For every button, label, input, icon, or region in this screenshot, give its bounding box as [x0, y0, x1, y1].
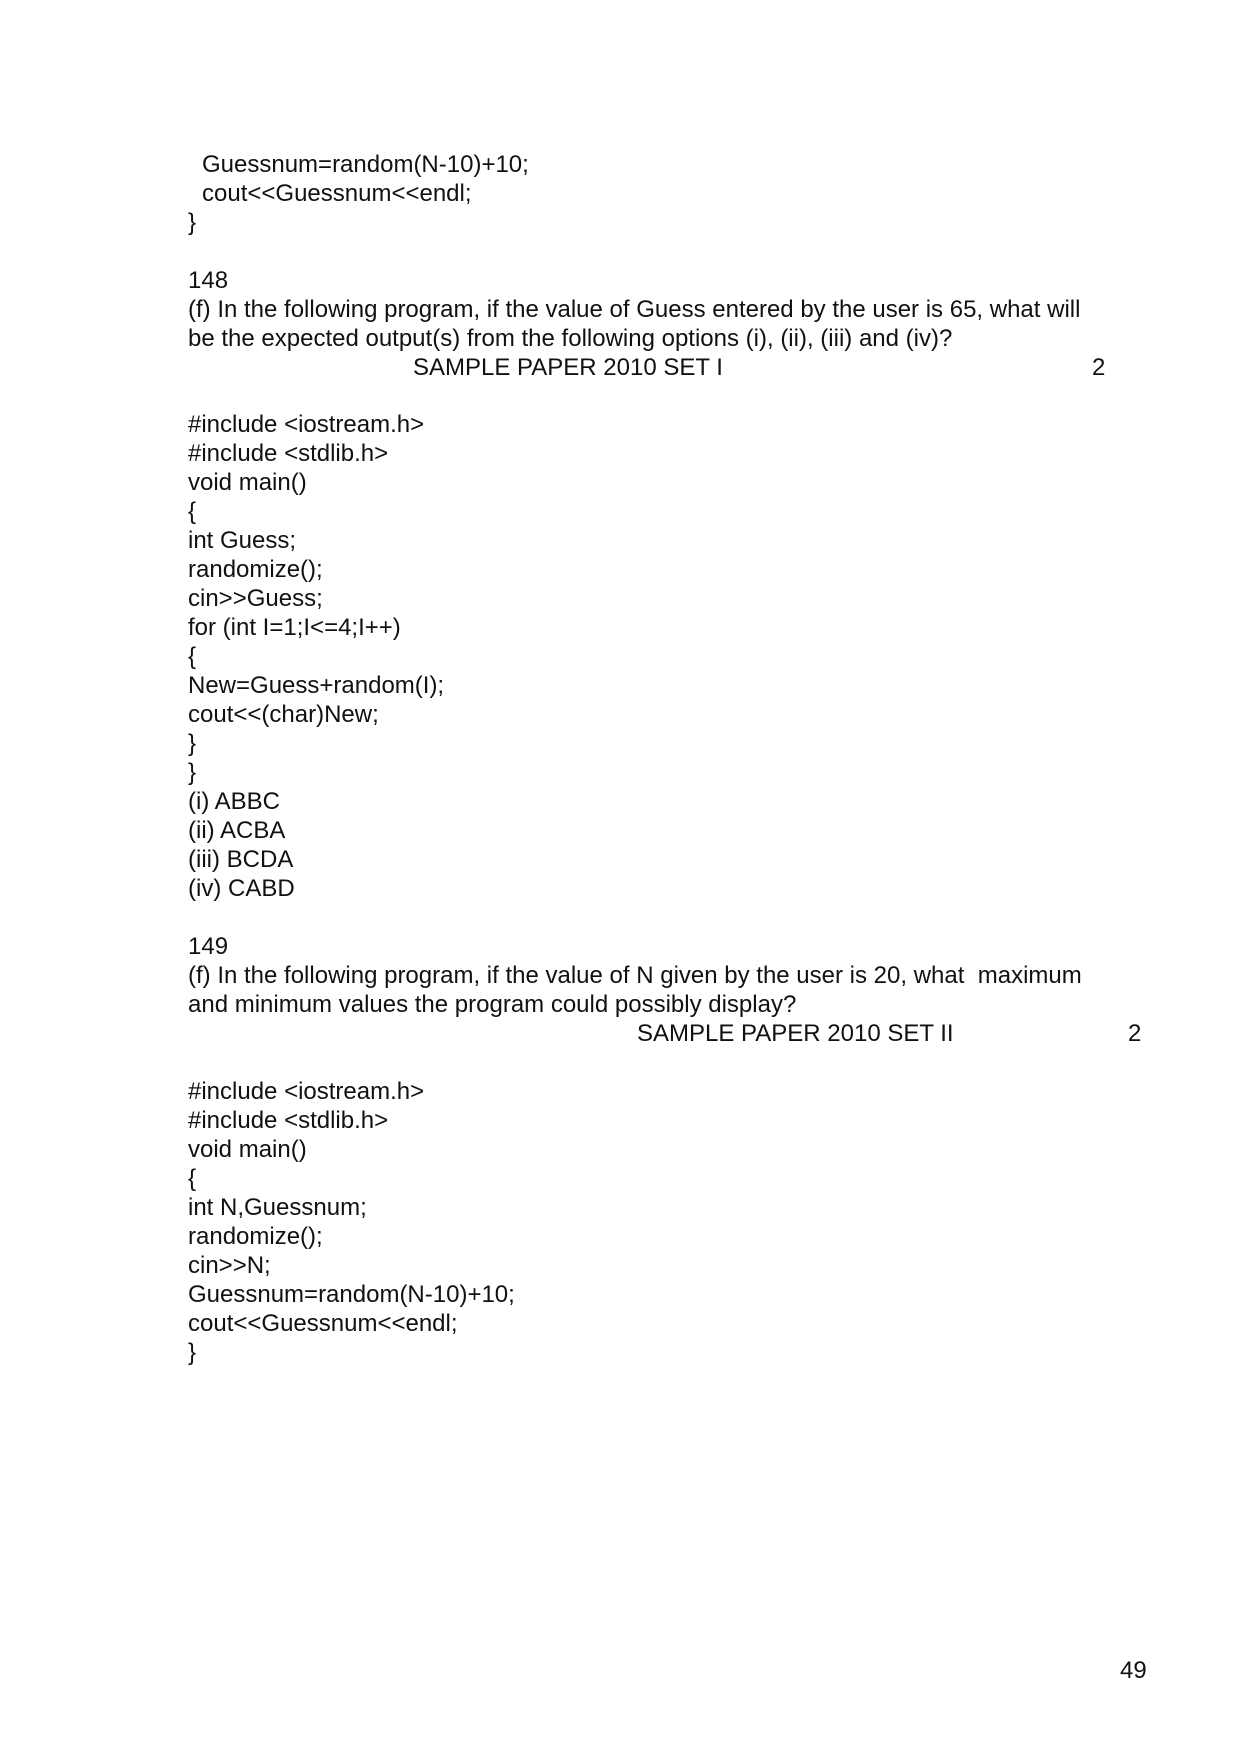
answer-option: (iv) CABD: [188, 875, 295, 902]
question-text: and minimum values the program could possibly display?: [188, 991, 797, 1018]
question-number: 148: [188, 267, 229, 294]
code-line: #include <stdlib.h>: [188, 1107, 389, 1134]
code-line: }: [188, 730, 197, 757]
code-line: Guessnum=random(N-10)+10;: [188, 1281, 515, 1308]
code-line: New=Guess+random(I);: [188, 672, 445, 699]
source-label: SAMPLE PAPER 2010 SET I: [413, 354, 723, 381]
answer-option: (ii) ACBA: [188, 817, 286, 844]
code-line: randomize();: [188, 1223, 323, 1250]
question-number: 149: [188, 933, 229, 960]
code-line: {: [188, 1165, 197, 1192]
code-line: #include <stdlib.h>: [188, 440, 389, 467]
code-line: void main(): [188, 469, 307, 496]
answer-option: (i) ABBC: [188, 788, 281, 815]
code-line: cout<<(char)New;: [188, 701, 379, 728]
top-code-line: cout<<Guessnum<<endl;: [202, 180, 472, 207]
question-text: be the expected output(s) from the following options (i), (ii), (iii) and (iv)?: [188, 325, 953, 352]
question-text: (f) In the following program, if the value of N given by the user is 20, what maximum: [188, 962, 1082, 989]
code-line: {: [188, 643, 197, 670]
code-line: }: [188, 759, 197, 786]
top-code-line: Guessnum=random(N-10)+10;: [202, 151, 529, 178]
code-line: int Guess;: [188, 527, 297, 554]
code-line: void main(): [188, 1136, 307, 1163]
code-line: cout<<Guessnum<<endl;: [188, 1310, 458, 1337]
answer-option: (iii) BCDA: [188, 846, 294, 873]
page-number: 49: [1120, 1657, 1147, 1684]
code-line: int N,Guessnum;: [188, 1194, 367, 1221]
code-line: #include <iostream.h>: [188, 411, 425, 438]
code-line: #include <iostream.h>: [188, 1078, 425, 1105]
top-code-line: }: [188, 209, 197, 236]
question-text: (f) In the following program, if the value of Guess entered by the user is 65, what will: [188, 296, 1081, 323]
marks-label: 2: [1128, 1020, 1142, 1047]
code-line: }: [188, 1339, 197, 1366]
code-line: cin>>N;: [188, 1252, 271, 1279]
marks-label: 2: [1092, 354, 1106, 381]
code-line: cin>>Guess;: [188, 585, 323, 612]
code-line: randomize();: [188, 556, 323, 583]
code-line: for (int I=1;I<=4;I++): [188, 614, 401, 641]
code-line: {: [188, 498, 197, 525]
source-label: SAMPLE PAPER 2010 SET II: [637, 1020, 954, 1047]
